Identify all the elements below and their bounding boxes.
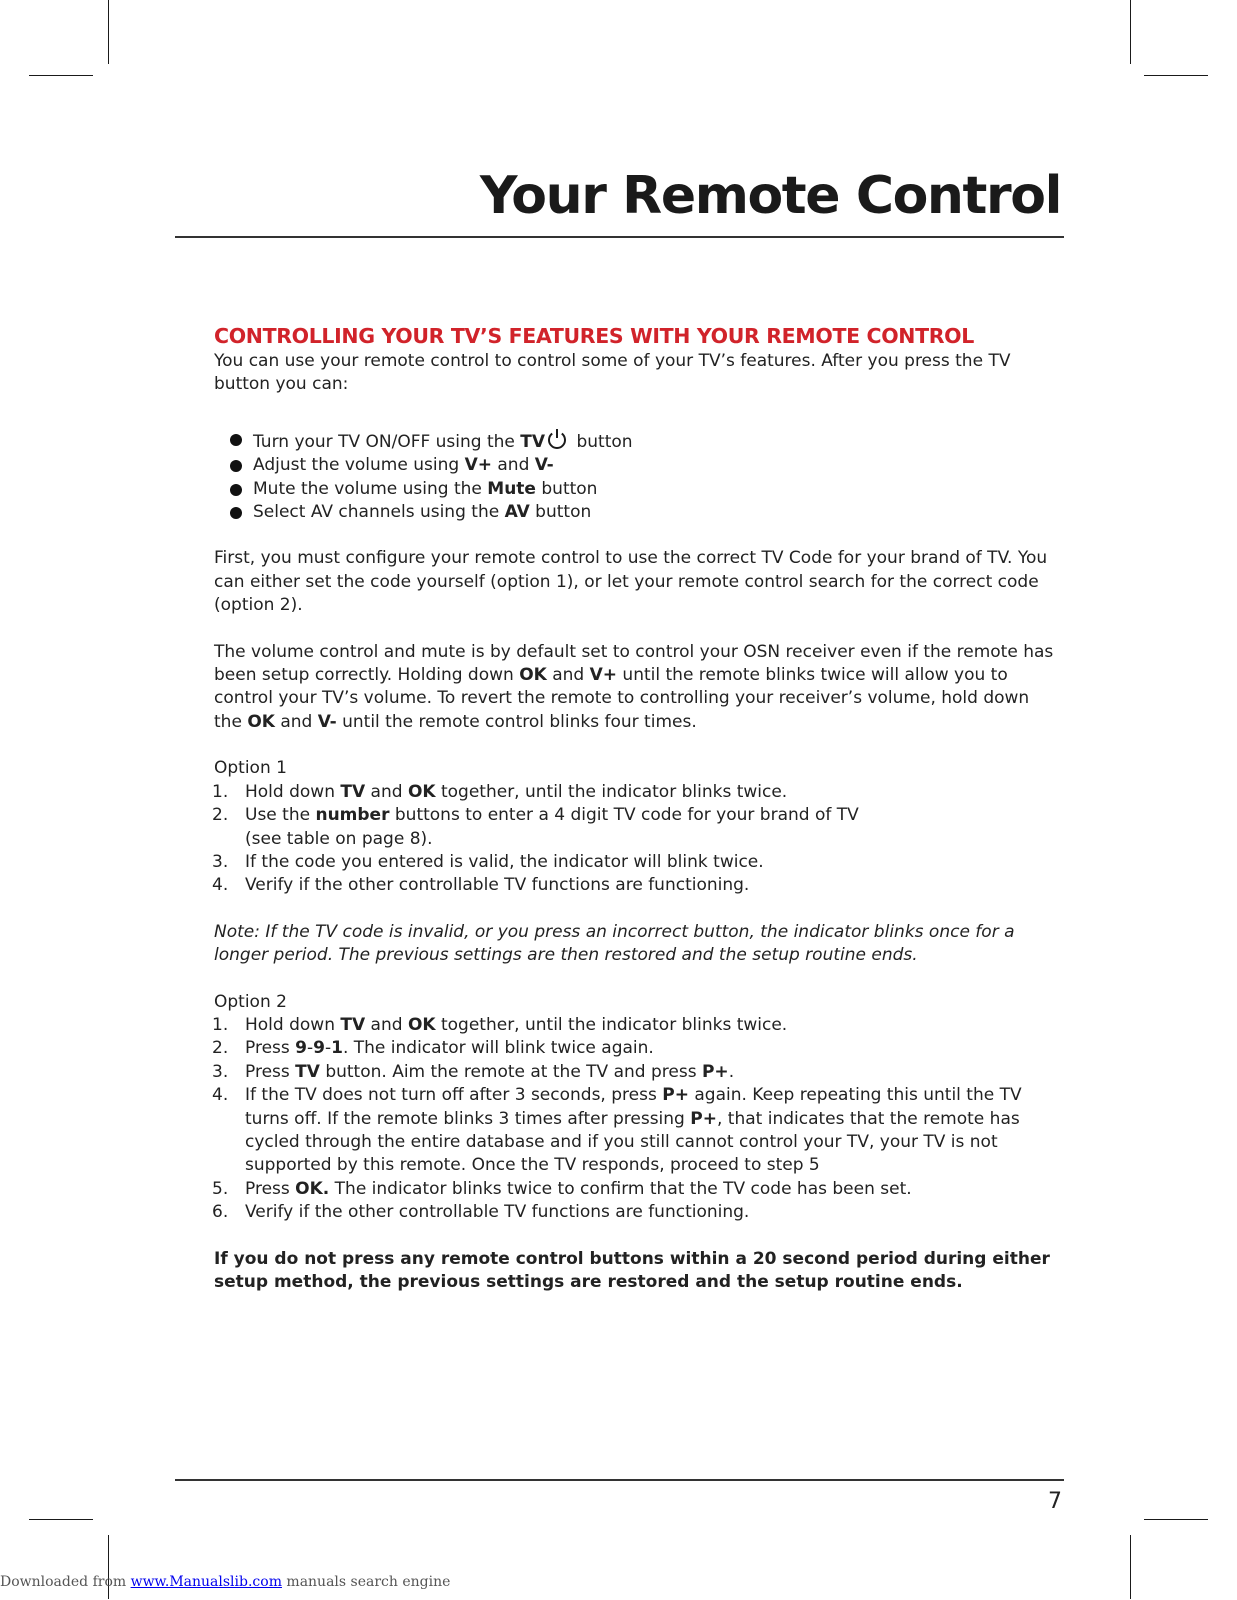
- title-rule: [175, 236, 1064, 238]
- list-item: 4. If the TV does not turn off after 3 seconds, press P+ again. Keep repeating this until the TV turns off. If the remote blinks 3 times after pressing P+, that indicates that the remote has cycled through the entire database and if you still cannot control your TV, your TV is not supported by this remote. Once the TV responds, proceed to step 5: [212, 1085, 1022, 1176]
- list-item: 1. Hold down TV and OK together, until the indicator blinks twice.: [212, 781, 788, 802]
- list-item: 2. Use the number buttons to enter a 4 digit TV code for your brand of TV (see table on page 8).: [212, 805, 859, 849]
- manualslib-link[interactable]: www.Manualslib.com: [130, 1574, 282, 1590]
- section-heading: CONTROLLING YOUR TV’S FEATURES WITH YOUR REMOTE CONTROL: [214, 324, 974, 348]
- feature-list: [214, 428, 1054, 525]
- option1-steps: [214, 781, 1054, 898]
- crop-mark: [108, 0, 109, 64]
- list-item: 1. Hold down TV and OK together, until the indicator blinks twice.: [212, 1014, 788, 1035]
- crop-mark: [29, 1519, 93, 1520]
- footer-rule: [175, 1479, 1064, 1481]
- intro-paragraph: You can use your remote control to control some of your TV’s features. After you press the TV button you can:: [214, 351, 1011, 395]
- list-item: 3. Press TV button. Aim the remote at the TV and press P+.: [212, 1061, 735, 1082]
- main-content: [214, 322, 1054, 1294]
- crop-mark: [1130, 0, 1131, 64]
- list-item: Select AV channels using the AV button: [214, 501, 1054, 524]
- option2-steps: [214, 1014, 1054, 1225]
- list-item: Turn your TV ON/OFF using the TV button: [214, 428, 1054, 454]
- crop-mark: [1144, 75, 1208, 76]
- power-icon: [546, 428, 568, 450]
- list-item: 3. If the code you entered is valid, the indicator will blink twice.: [212, 851, 764, 872]
- option2-label: Option 2: [214, 991, 287, 1012]
- download-footer: Downloaded from www.Manualslib.com manuals search engine: [0, 1574, 451, 1590]
- page-title: Your Remote Control: [479, 166, 1061, 226]
- list-item: 4. Verify if the other controllable TV functions are functioning.: [212, 875, 750, 896]
- note-paragraph: Note: If the TV code is invalid, or you press an incorrect button, the indicator blinks once for a longer period. The previous settings are then restored and the setup routine ends.: [214, 921, 1015, 966]
- page-number: 7: [1048, 1489, 1062, 1514]
- option1-label: Option 1: [214, 758, 287, 779]
- list-item: Mute the volume using the Mute button: [214, 478, 1054, 501]
- crop-mark: [1144, 1519, 1208, 1520]
- configure-paragraph: First, you must configure your remote control to use the correct TV Code for your brand of TV. You can either set the code yourself (option 1), or let your remote control search for the correct code (option 2).: [214, 548, 1048, 616]
- list-item: Adjust the volume using V+ and V-: [214, 454, 1054, 477]
- crop-mark: [1130, 1535, 1131, 1599]
- list-item: 2. Press 9-9-1. The indicator will blink twice again.: [212, 1038, 654, 1059]
- list-item: 5. Press OK. The indicator blinks twice to confirm that the TV code has been set.: [212, 1178, 912, 1199]
- list-item: 6. Verify if the other controllable TV functions are functioning.: [212, 1202, 750, 1223]
- volume-paragraph: The volume control and mute is by default set to control your OSN receiver even if the remote has been setup correctly. Holding down OK and V+ until the remote blinks twice will allow you to control your TV’s volume. To revert the remote to controlling your receiver’s volume, hold down the OK and V- until the remote control blinks four times.: [214, 641, 1054, 732]
- closing-paragraph: If you do not press any remote control buttons within a 20 second period during either setup method, the previous settings are restored and the setup routine ends.: [214, 1248, 1050, 1292]
- crop-mark: [29, 75, 93, 76]
